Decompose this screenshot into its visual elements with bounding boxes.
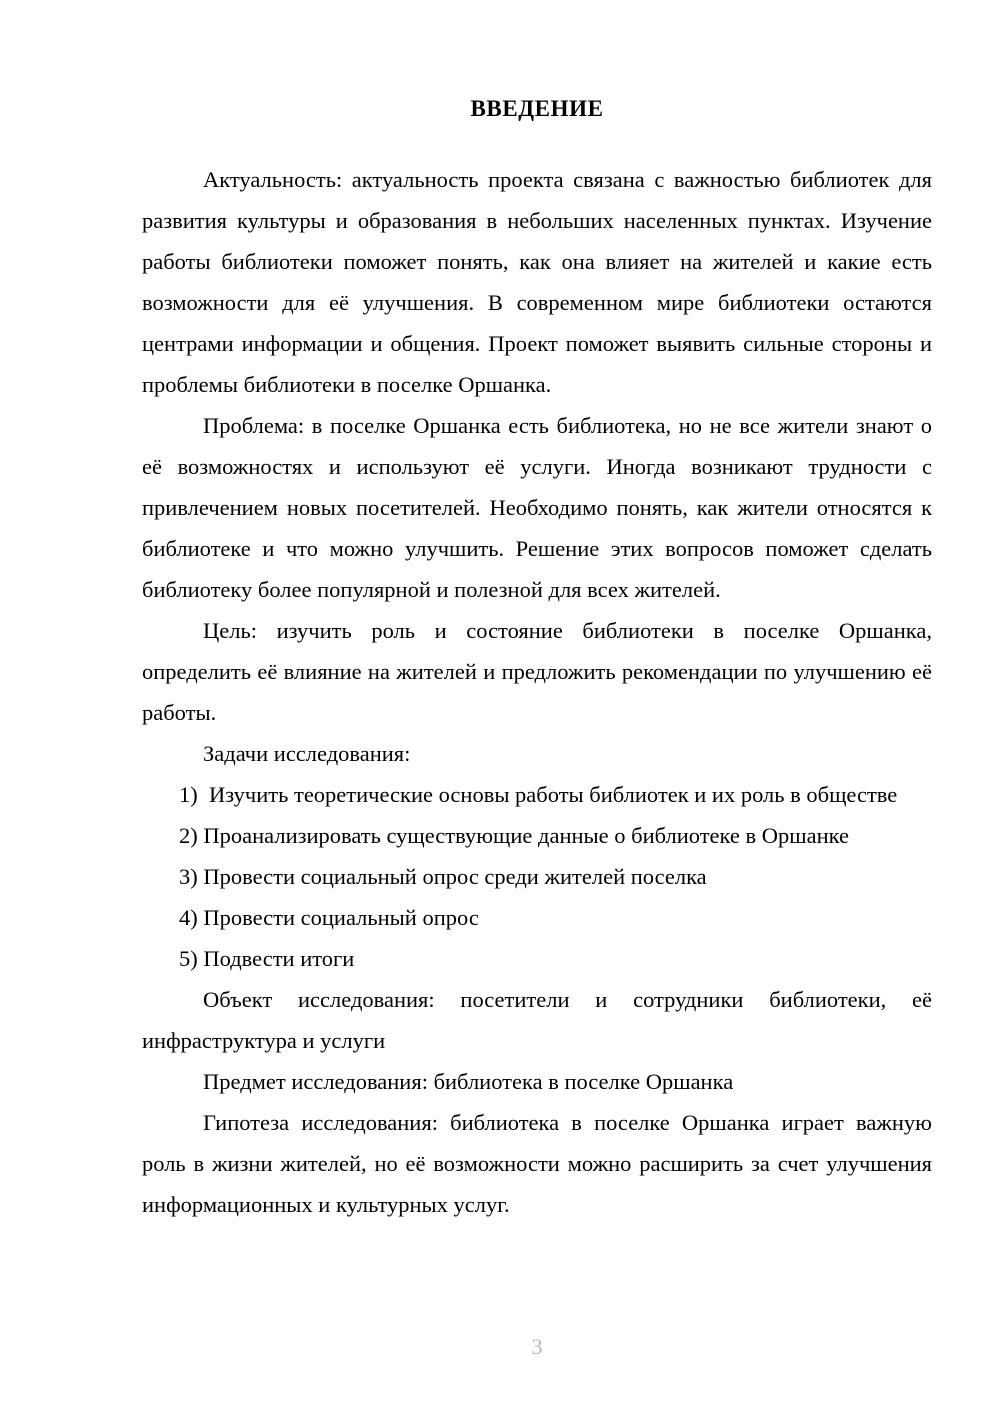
list-item-number: 3) [179, 864, 198, 889]
list-item [142, 938, 932, 979]
paragraph-goal: Цель: изучить роль и состояние библиотеки в поселке Оршанка, определить её влияние на жителей и предложить рекомендации по улучшению её работы. [142, 618, 932, 725]
list-item [142, 897, 932, 938]
tasks-heading: Задачи исследования: [203, 741, 411, 766]
list-item [142, 774, 932, 815]
paragraph-relevance: Актуальность: актуальность проекта связана с важностью библиотек для развития культуры и образования в небольших населенных пунктах. Изучение работы библиотеки поможет понять, как она влияет на жителей и какие есть возможности для её улучшения. В современном мире библиотеки остаются центрами информации и общения. Проект поможет выявить сильные стороны и проблемы библиотеки в поселке Оршанка. [142, 167, 932, 397]
page-title: ВВЕДЕНИЕ [470, 96, 604, 121]
list-item-label: Изучить теоретические основы работы библиотек и их роль в обществе [209, 782, 898, 807]
page-number: 3 [531, 1334, 543, 1359]
paragraph-object: Объект исследования: посетители и сотрудники библиотеки, её инфраструктура и услуги [142, 987, 932, 1053]
list-item-label: Подвести итоги [203, 946, 355, 971]
paragraph-subject: Предмет исследования: библиотека в поселке Оршанка [203, 1069, 734, 1094]
document-body [142, 88, 932, 1225]
list-item-number: 2) [179, 823, 198, 848]
list-item-number: 1) [179, 782, 198, 807]
list-item [142, 815, 932, 856]
list-item-number: 4) [179, 905, 198, 930]
list-item-number: 5) [179, 946, 198, 971]
paragraph-hypothesis: Гипотеза исследования: библиотека в поселке Оршанка играет важную роль в жизни жителей, но её возможности можно расширить за счет улучшения информационных и культурных услуг. [142, 1110, 932, 1217]
list-item-label: Проанализировать существующие данные о библиотеке в Оршанке [203, 823, 849, 848]
list-item-space [198, 782, 209, 807]
list-item-label: Провести социальный опрос среди жителей поселка [203, 864, 707, 889]
paragraph-problem: Проблема: в поселке Оршанка есть библиотека, но не все жители знают о её возможностях и используют её услуги. Иногда возникают трудности с привлечением новых посетителей. Необходимо понять, как жители относятся к библиотеке и что можно улучшить. Решение этих вопросов поможет сделать библиотеку более популярной и полезной для всех жителей. [142, 413, 932, 602]
list-item-label: Провести социальный опрос [203, 905, 479, 930]
list-item [142, 856, 932, 897]
tasks-list [142, 774, 932, 979]
